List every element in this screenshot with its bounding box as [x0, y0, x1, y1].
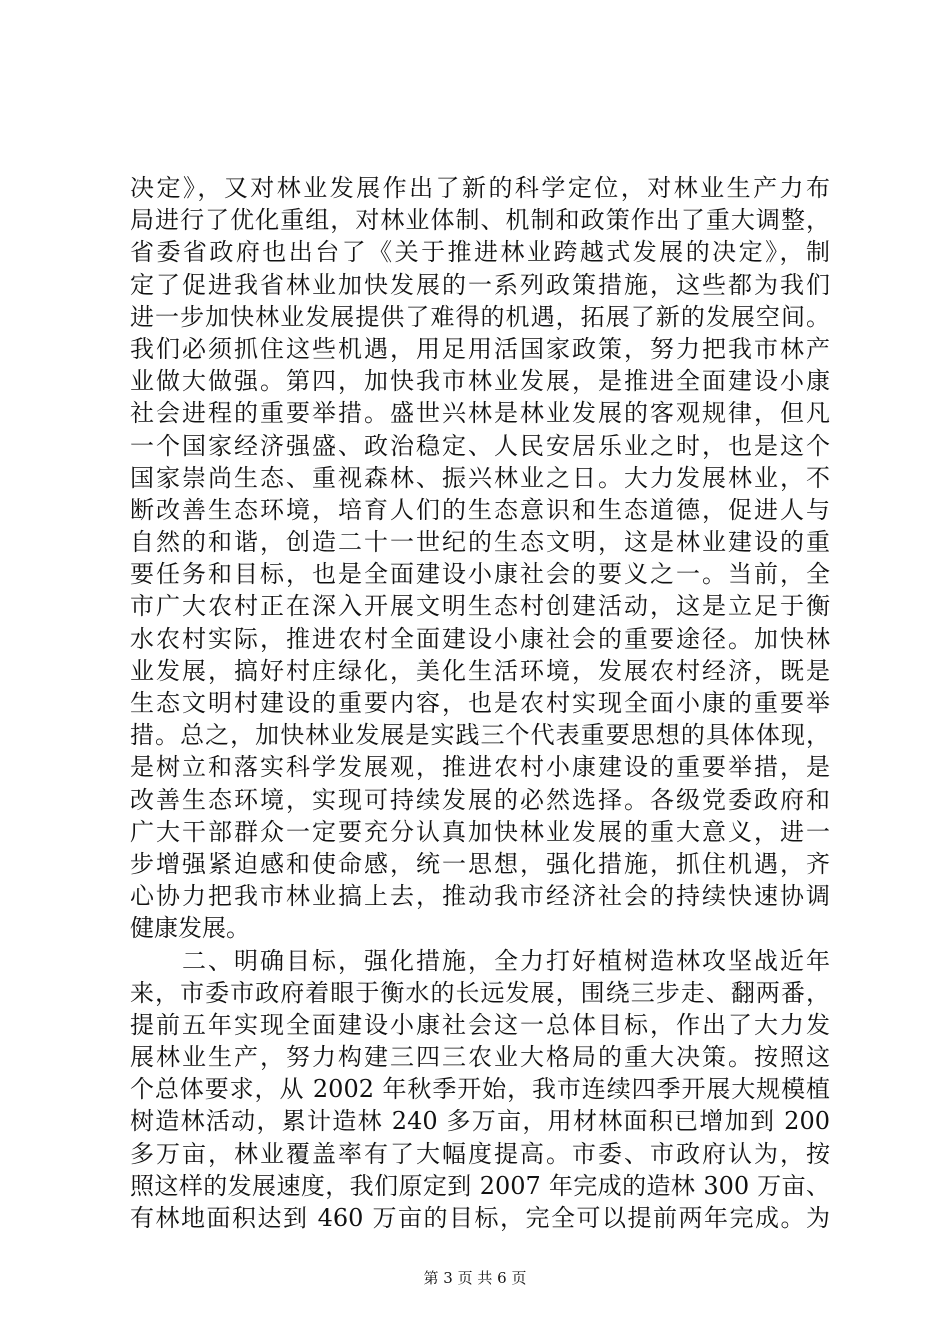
body-text-line: 措。总之，加快林业发展是实践三个代表重要思想的具体体现，: [130, 721, 830, 750]
body-text-line: 步增强紧迫感和使命感，统一思想，强化措施，抓住机遇，齐: [130, 849, 830, 878]
body-text-line: 改善生态环境，实现可持续发展的必然选择。各级党委政府和: [130, 785, 830, 814]
body-text-line: 生态文明村建设的重要内容，也是农村实现全面小康的重要举: [130, 689, 830, 717]
document-body: [130, 172, 830, 1234]
body-text-line: 来，市委市政府着眼于衡水的长远发展，围绕三步走、翻两番，: [130, 978, 830, 1007]
body-text-line: 局进行了优化重组，对林业体制、机制和政策作出了重大调整，: [130, 206, 830, 235]
body-text-line: 广大干部群众一定要充分认真加快林业发展的重大意义，进一: [130, 817, 830, 846]
body-text-line: 心协力把我市林业搞上去，推动我市经济社会的持续快速协调: [130, 882, 830, 911]
body-text-line: 省委省政府也出台了《关于推进林业跨越式发展的决定》，制: [130, 238, 830, 267]
body-text-line: 国家崇尚生态、重视森林、振兴林业之日。大力发展林业，不: [130, 463, 830, 492]
body-text-line: 水农村实际，推进农村全面建设小康社会的重要途径。加快林: [130, 624, 830, 653]
body-text-line: 市广大农村正在深入开展文明生态村创建活动，这是立足于衡: [130, 592, 830, 621]
body-text-line: 进一步加快林业发展提供了难得的机遇，拓展了新的发展空间。: [130, 302, 830, 331]
body-text-line: 一个国家经济强盛、政治稳定、人民安居乐业之时，也是这个: [130, 431, 830, 460]
body-text-line: 健康发展。: [130, 914, 250, 943]
body-text-line: 业做大做强。第四，加快我市林业发展，是推进全面建设小康: [130, 367, 830, 396]
body-text-line: 我们必须抓住这些机遇，用足用活国家政策，努力把我市林产: [130, 334, 830, 363]
body-text-line: 自然的和谐，创造二十一世纪的生态文明，这是林业建设的重: [130, 528, 830, 557]
page-footer: 第 3 页 共 6 页: [423, 1269, 527, 1287]
body-text-line: 定了促进我省林业加快发展的一系列政策措施，这些都为我们: [130, 270, 830, 299]
body-text-line: 展林业生产，努力构建三四三农业大格局的重大决策。按照这: [130, 1043, 830, 1072]
body-text-line: 照这样的发展速度，我们原定到 2007 年完成的造林 300 万亩、: [130, 1171, 830, 1200]
body-text-line: 是树立和落实科学发展观，推进农村小康建设的重要举措，是: [130, 753, 830, 782]
body-text-line: 多万亩，林业覆盖率有了大幅度提高。市委、市政府认为，按: [130, 1139, 830, 1168]
body-text-line: 业发展，搞好村庄绿化，美化生活环境，发展农村经济，既是: [130, 656, 830, 685]
body-text-line: 二、明确目标，强化措施，全力打好植树造林攻坚战近年: [130, 946, 830, 975]
body-text-line: 个总体要求，从 2002 年秋季开始，我市连续四季开展大规模植: [130, 1075, 830, 1104]
body-text-line: 提前五年实现全面建设小康社会这一总体目标，作出了大力发: [130, 1010, 830, 1039]
body-text-line: 有林地面积达到 460 万亩的目标，完全可以提前两年完成。为: [130, 1204, 830, 1232]
body-text-line: 社会进程的重要举措。盛世兴林是林业发展的客观规律，但凡: [130, 399, 830, 428]
body-text-line: 决定》，又对林业发展作出了新的科学定位，对林业生产力布: [130, 174, 830, 202]
body-text-line: 要任务和目标，也是全面建设小康社会的要义之一。当前，全: [130, 560, 830, 589]
body-text-line: 树造林活动，累计造林 240 多万亩，用材林面积已增加到 200: [130, 1107, 830, 1136]
body-text-line: 断改善生态环境，培育人们的生态意识和生态道德，促进人与: [130, 495, 830, 524]
